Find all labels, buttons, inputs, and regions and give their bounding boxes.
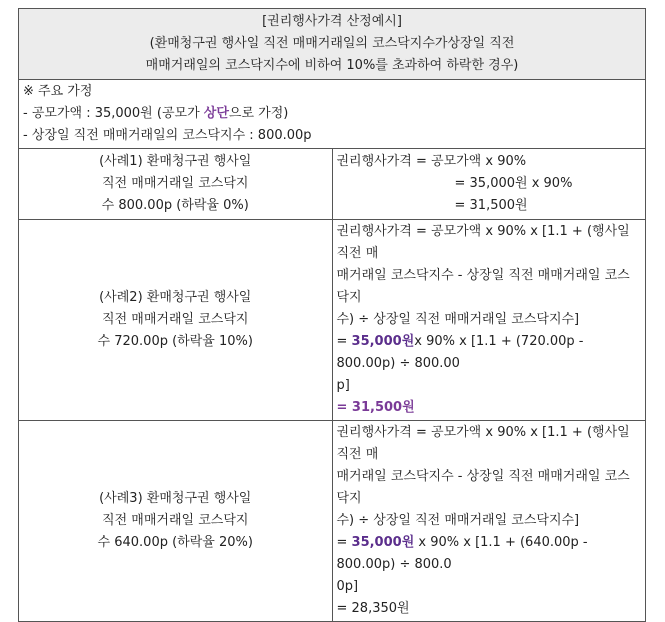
case-1-label-line: 수 800.00p (하락율 0%)	[101, 198, 249, 213]
case-2-result: = 31,500원	[336, 400, 415, 415]
header-condition-line2: 매매거래일의 코스닥지수에 비하여 10%를 초과하여 하락한 경우)	[145, 58, 519, 73]
exercise-price-example-table	[18, 8, 646, 622]
case-2-formula-line: 수) ÷ 상장일 직전 매매거래일 코스닥지수]	[336, 312, 580, 327]
case-2-calculation	[337, 331, 642, 375]
case-1-formula-cell	[332, 149, 646, 220]
case-2-formula-line: 권리행사가격 = 공모가액 x 90% x [1.1 + (행사일 직전 매	[336, 224, 630, 261]
case-3-formula-line: 권리행사가격 = 공모가액 x 90% x [1.1 + (행사일 직전 매	[336, 425, 630, 462]
assumption-offer-price	[23, 103, 641, 125]
case-1-label-line: 직전 매매거래일 코스닥지	[102, 176, 249, 191]
case-2-calc-rest: x 90% x [1.1 + (720.00p - 800.00p) ÷ 800.00	[336, 334, 584, 371]
case-2-label-line: 수 720.00p (하락율 10%)	[97, 334, 253, 349]
case-3-label-line: 수 640.00p (하락율 20%)	[97, 535, 253, 550]
header-row	[19, 9, 646, 80]
case-row-2	[19, 220, 646, 421]
header-title: [권리행사가격 산정예시]	[262, 14, 402, 29]
case-3-label-line: 직전 매매거래일 코스닥지	[102, 513, 249, 528]
assumptions-row	[19, 80, 646, 149]
case-2-formula-cell	[332, 220, 646, 421]
case-3-result: = 28,350원	[336, 601, 410, 616]
case-3-calc-rest: x 90% x [1.1 + (640.00p - 800.00p) ÷ 800.0	[336, 535, 588, 572]
case-1-label-line: (사례1) 환매청구권 행사일	[99, 154, 252, 169]
case-1-formula-line: 권리행사가격 = 공모가액 x 90%	[336, 154, 527, 169]
case-2-calc-prefix: =	[336, 334, 352, 349]
case-3-label-cell	[19, 421, 333, 622]
header-condition-line1: (환매청구권 행사일 직전 매매거래일의 코스닥지수가상장일 직전	[149, 36, 515, 51]
exercise-price-example-table-container	[18, 8, 646, 622]
case-2-calculation-cont: p]	[336, 378, 350, 393]
case-3-formula-cell	[332, 421, 646, 622]
header-cell	[19, 9, 646, 80]
assumptions-title: ※ 주요 가정	[23, 84, 93, 99]
case-1-label-cell	[19, 149, 333, 220]
case-2-label-cell	[19, 220, 333, 421]
case-2-calc-highlight: 35,000원	[351, 334, 415, 349]
case-2-label-line: (사례2) 환매청구권 행사일	[99, 290, 252, 305]
assumption-offer-price-prefix: - 공모가액 : 35,000원 (공모가	[23, 106, 204, 121]
assumptions-cell	[19, 80, 646, 149]
case-row-3	[19, 421, 646, 622]
case-3-calculation-cont: 0p]	[336, 579, 359, 594]
case-1-result: = 31,500원	[454, 198, 528, 213]
assumption-offer-price-highlight: 상단	[203, 106, 229, 121]
case-3-label-line: (사례3) 환매청구권 행사일	[99, 491, 252, 506]
assumption-offer-price-suffix: 으로 가정)	[228, 106, 289, 121]
case-3-formula-line: 매거래일 코스닥지수 - 상장일 직전 매매거래일 코스닥지	[336, 469, 630, 506]
case-1-formula-line: = 35,000원 x 90%	[454, 176, 573, 191]
case-3-formula-line: 수) ÷ 상장일 직전 매매거래일 코스닥지수]	[336, 513, 580, 528]
case-row-1	[19, 149, 646, 220]
case-2-label-line: 직전 매매거래일 코스닥지	[102, 312, 249, 327]
case-3-calc-prefix: =	[336, 535, 352, 550]
case-2-formula-line: 매거래일 코스닥지수 - 상장일 직전 매매거래일 코스닥지	[336, 268, 630, 305]
assumption-kosdaq-index: - 상장일 직전 매매거래일의 코스닥지수 : 800.00p	[23, 128, 312, 143]
case-3-calc-highlight: 35,000원	[351, 535, 415, 550]
case-3-calculation	[337, 532, 642, 576]
